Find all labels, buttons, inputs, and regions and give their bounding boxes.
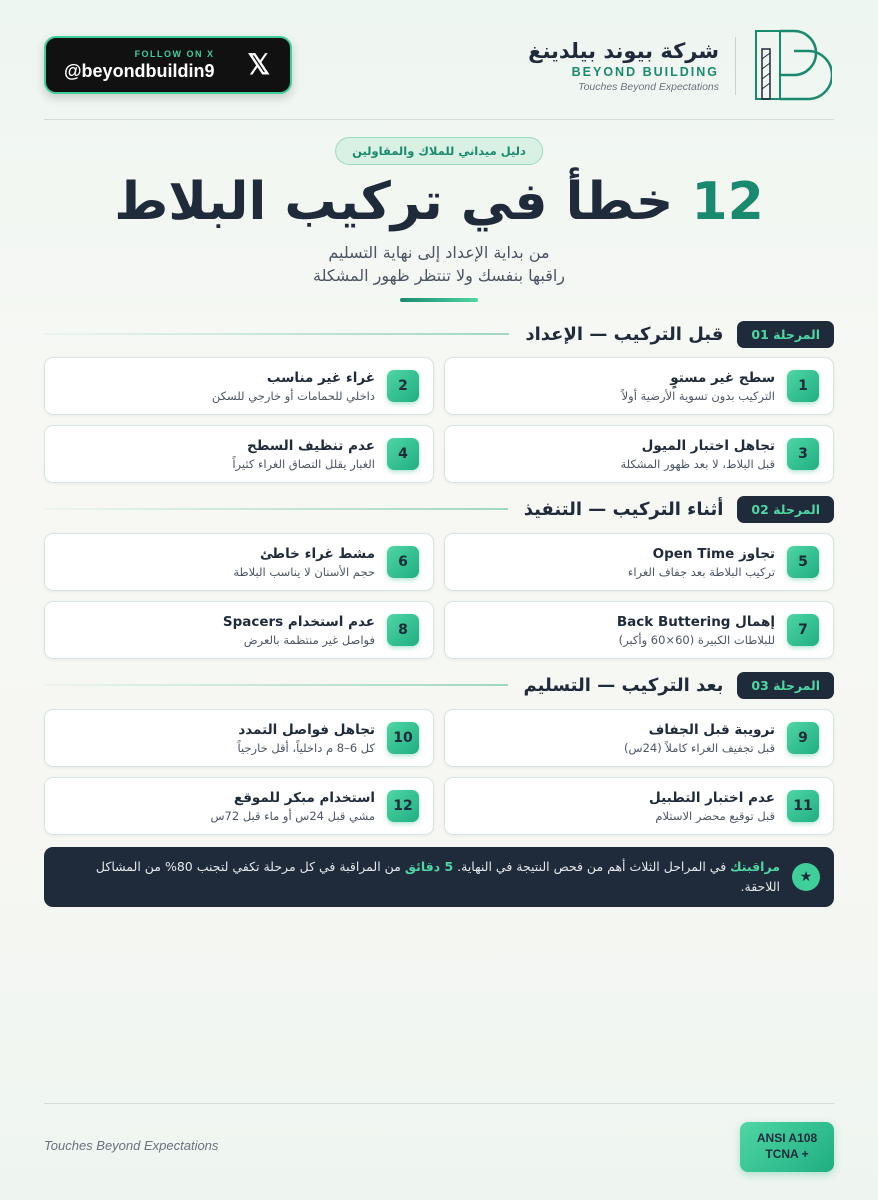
mistake-title: غراء غير مناسب (266, 369, 375, 386)
mistake-desc: قبل البلاط، لا بعد ظهور المشكلة (620, 456, 775, 471)
mistake-card-9 (444, 709, 834, 767)
mistake-number: 12 (387, 790, 419, 822)
phase-header-3 (44, 670, 834, 700)
mistake-number: 5 (787, 546, 819, 578)
mistake-number: 9 (787, 722, 819, 754)
mistake-card-7 (444, 601, 834, 659)
mistake-text (211, 790, 376, 823)
mistake-number: 4 (387, 438, 419, 470)
mistake-text (649, 790, 775, 823)
phase-divider-line (44, 508, 508, 510)
mistake-text (232, 438, 375, 471)
mistake-card-6 (44, 533, 434, 591)
mistake-title: سطح غير مستوٍ (670, 369, 775, 386)
mistake-title: تجاهل اختبار الميول (641, 437, 775, 454)
footer-tagline: Touches Beyond Expectations (44, 1138, 219, 1153)
phase-title: بعد التركيب — التسليم (523, 674, 724, 696)
brand-block (528, 28, 832, 104)
mistake-text (617, 614, 775, 647)
mistake-desc: قبل توقيع محضر الاستلام (655, 808, 775, 823)
mistake-text (233, 546, 375, 579)
brand-tagline: Touches Beyond Expectations (578, 81, 719, 93)
x-handle[interactable]: @beyondbuildin9 (64, 60, 215, 81)
footer-divider (44, 1103, 834, 1104)
mistake-number: 6 (387, 546, 419, 578)
mistake-title: عدم استخدام Spacers (222, 613, 375, 630)
mistake-number: 1 (787, 370, 819, 402)
mistake-desc: فواصل غير منتظمة بالعرض (243, 632, 375, 647)
mistake-number: 2 (387, 370, 419, 402)
mistake-desc: تركيب البلاطة بعد جفاف الغراء (627, 564, 775, 579)
mistake-card-12 (44, 777, 434, 835)
title-text: خطأ في تركيب البلاط (114, 172, 674, 232)
mistake-title: عدم تنظيف السطح (247, 437, 375, 454)
mistake-number: 7 (787, 614, 819, 646)
star-icon: ★ (792, 863, 820, 891)
phase-title: أثناء التركيب — التنفيذ (523, 498, 724, 520)
phase-badge: المرحلة 03 (737, 672, 834, 699)
brand-divider (735, 37, 736, 95)
mistake-desc: قبل تجفيف الغراء كاملاً (24س) (624, 740, 775, 755)
phase-divider-line (44, 684, 508, 686)
phase-header-2 (44, 494, 834, 524)
mistake-desc: للبلاطات الكبيرة (60×60 وأكبر) (618, 632, 775, 647)
mistake-card-10 (44, 709, 434, 767)
mistake-title: تجاهل فواصل التمدد (238, 721, 375, 738)
phase-badge: المرحلة 01 (737, 321, 834, 348)
mistake-card-2 (44, 357, 434, 415)
mistake-text (622, 370, 775, 403)
ansi-line-1: ANSI A108 (756, 1131, 818, 1146)
phase-divider-line (44, 333, 509, 335)
mistake-text (620, 438, 775, 471)
subtitle-line-1: من بداية الإعداد إلى نهاية التسليم (328, 243, 550, 262)
note-part-2: من المراقبة في كل مرحلة تكفي لتجنب 80% من المشاكل اللاحقة. (95, 859, 780, 894)
brand-name-english: BEYOND BUILDING (571, 65, 719, 79)
mistake-desc: داخلي للحمامات أو خارجي للسكن (211, 388, 375, 403)
mistake-desc: حجم الأسنان لا يناسب البلاطة (233, 564, 375, 579)
main-title (0, 172, 878, 232)
brand-text (528, 39, 735, 93)
x-logo-icon: 𝕏 (247, 49, 270, 80)
mistake-title: تجاوز Open Time (652, 545, 775, 562)
mistake-text (624, 722, 775, 755)
mistake-title: ترويبة قبل الجفاف (648, 721, 775, 738)
note-part-1: في المراحل الثلاث أهم من فحص النتيجة في النهاية. (453, 859, 731, 874)
mistake-card-4 (44, 425, 434, 483)
note-lead: مراقبتك (730, 859, 780, 874)
phase-header-1 (44, 319, 834, 349)
mistake-text (628, 546, 775, 579)
note-text (64, 857, 780, 897)
note-highlight: 5 دقائق (404, 859, 454, 874)
phase-title: قبل التركيب — الإعداد (525, 323, 724, 345)
title-number: 12 (691, 172, 764, 232)
mistake-title: إهمال Back Buttering (616, 613, 775, 630)
ansi-line-2: TCNA + (765, 1147, 809, 1161)
mistake-card-5 (444, 533, 834, 591)
mistake-desc: مشي قبل 24س أو ماء قبل 72س (210, 808, 375, 823)
mistake-title: عدم اختبار التطبيل (649, 789, 775, 806)
follow-on-x-button[interactable] (44, 36, 292, 94)
guide-pill: دليل ميداني للملاك والمقاولين (335, 137, 543, 165)
mistake-number: 10 (387, 722, 419, 754)
brand-logo-icon (754, 29, 832, 103)
mistake-desc: الغبار يقلل التصاق الغراء كثيراً (232, 456, 375, 471)
follow-text-group (64, 49, 215, 82)
phase-badge: المرحلة 02 (737, 496, 834, 523)
mistake-number: 11 (787, 790, 819, 822)
mistake-desc: كل 6–8 م داخلياً، أقل خارجياً (237, 740, 375, 755)
mistake-text (237, 722, 375, 755)
mistake-title: استخدام مبكر للموقع (233, 789, 375, 806)
mistake-number: 3 (787, 438, 819, 470)
mistake-card-8 (44, 601, 434, 659)
ansi-standard-badge (740, 1122, 834, 1172)
mistake-card-3 (444, 425, 834, 483)
brand-name-arabic: شركة بيوند بيلدينغ (528, 39, 719, 63)
follow-label: FOLLOW ON X (134, 48, 215, 59)
mistake-title: مشط غراء خاطئ (260, 545, 375, 562)
header-divider (44, 119, 834, 120)
mistake-card-11 (444, 777, 834, 835)
mistake-card-1 (444, 357, 834, 415)
subtitle-line-2: راقبها بنفسك ولا تنتظر ظهور المشكلة (312, 266, 566, 285)
mistake-desc: التركيب بدون تسوية الأرضية أولاً (621, 388, 775, 403)
monitoring-note (44, 847, 834, 907)
mistake-number: 8 (387, 614, 419, 646)
title-underline (400, 298, 478, 302)
mistake-text (212, 370, 375, 403)
mistake-text (223, 614, 375, 647)
